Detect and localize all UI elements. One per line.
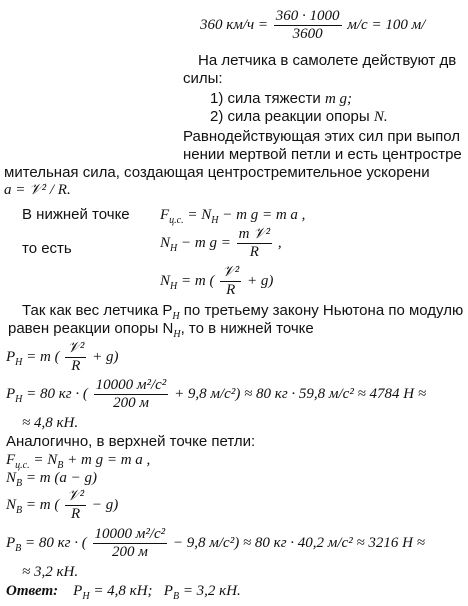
list-item-gravity: 1) сила тяжести m g; (210, 90, 353, 107)
text-resultant-1: Равнодействующая этих сил при выпол (183, 128, 461, 145)
eq1-numerator: 360 · 1000 (275, 8, 340, 24)
eq-top-normal-result: $N_В = m$ ( $\frac{\text{𝒱²}}{R}$ − g) (6, 488, 119, 522)
text-forces-intro: На летчика в самолете действуют дв (198, 52, 457, 69)
eq-bottom-normal: $N_Н - m$ g = $\frac{\text{m 𝒱²}}{R}$ , (160, 226, 282, 260)
equation-speed-conversion (200, 8, 425, 43)
gravity-symbol: m g; (324, 91, 353, 107)
text-forces-label: силы: (183, 70, 223, 87)
result-top: ≈ 3,2 кН. (22, 564, 79, 580)
eq-weight-bottom: $P_Н = m$ ( $\frac{\text{𝒱²}}{R}$ + g) (6, 340, 119, 374)
eq1-fraction (274, 8, 342, 43)
eq-bottom-forces: $F_{ц.с.} = N_Н - m$ g = m a , (160, 207, 306, 226)
eq1-left: 360 км/ч = (200, 16, 269, 33)
eq-top-normal: $N_В = m$ (a − g) (6, 470, 97, 489)
eq-top-forces: $F_{ц.с.} = N_В + m$ g = m a , (6, 452, 151, 471)
answer-label: Ответ: (6, 583, 59, 599)
list-item-normal-force: 2) сила реакции опоры N. (210, 108, 388, 125)
eq-acceleration: a = 𝒱² / R. (4, 182, 71, 198)
text-weight-2: равен реакции опоры $N_Н$, то в нижней точке (8, 320, 314, 340)
text-resultant-2: нении мертвой петли и есть центростре (183, 146, 462, 163)
answer-line: Ответ: $P_Н = 4,8$ кН; $P_В = 3,2$ кН. (6, 583, 241, 602)
normal-force-symbol: N. (373, 109, 388, 125)
eq-weight-top-numeric: $P_В = 80$ кг · ( $\frac{\text{10000 м²/с²}}{200 м}$ − 9,8 м/с²) ≈ 80 кг · 40,2 м/с² ≈ 3216 Н ≈ (6, 526, 425, 560)
eq-bottom-normal-result: $N_Н = m$ ( $\frac{\text{𝒱²}}{R}$ + g) (160, 264, 274, 298)
label-bottom-point: В нижней точке (22, 206, 130, 223)
eq1-right: м/с = 100 м/ (347, 16, 426, 33)
eq-weight-bottom-numeric: $P_Н = 80$ кг · ( $\frac{\text{10000 м²/с²}}{200 м}$ + 9,8 м/с²) ≈ 80 кг · 59,8 м/с² ≈ 4784 Н ≈ (6, 377, 427, 411)
eq1-denominator: 3600 (292, 26, 323, 42)
text-top-point: Аналогично, в верхней точке петли: (6, 433, 256, 450)
text-weight-1: Так как вес летчика $P_Н$ по третьему закону Ньютона по модулю (22, 302, 464, 322)
text-resultant-3: мительная сила, создающая центростремительное ускорени (4, 164, 430, 181)
result-bottom: ≈ 4,8 кН. (22, 415, 79, 431)
label-that-is: то есть (22, 240, 72, 257)
